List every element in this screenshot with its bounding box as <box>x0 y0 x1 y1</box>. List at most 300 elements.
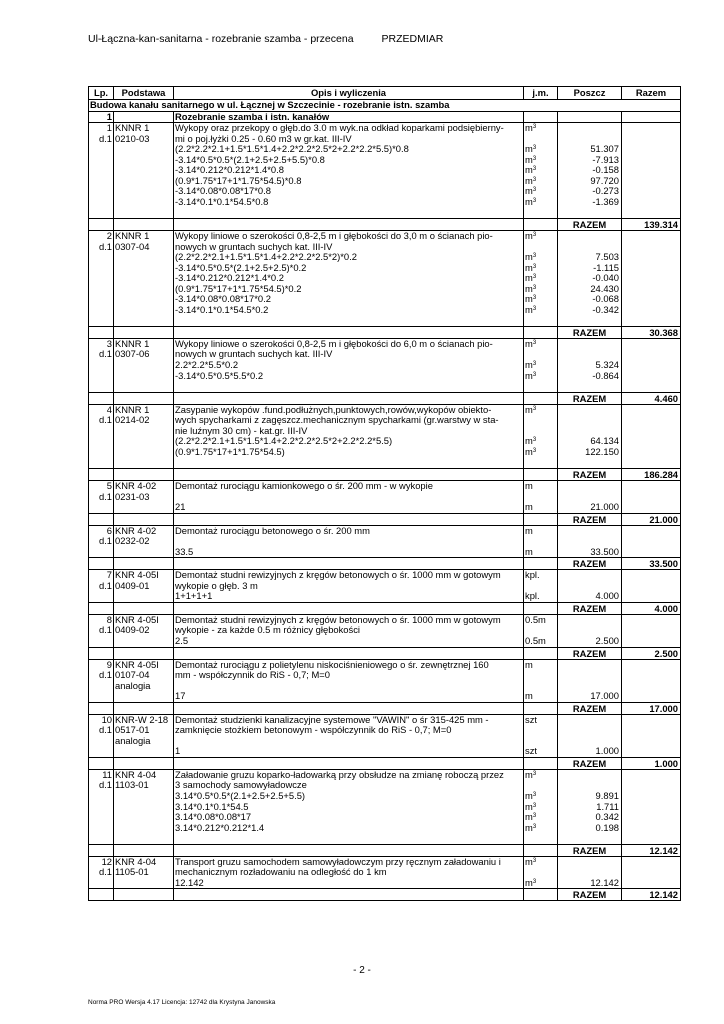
calc-unit: 0.5m <box>525 634 546 646</box>
item-unit <box>524 659 558 702</box>
calc-value: 5.324 <box>595 359 619 371</box>
item-unit <box>524 123 558 219</box>
table-row <box>89 659 681 702</box>
calc-expression: -3.14*0.212*0.212*1.4*0.2 <box>175 272 284 284</box>
description-line: nowych w gruntach suchych kat. III-IV <box>175 348 333 360</box>
calc-value: -1.369 <box>592 195 619 207</box>
subsection-row <box>89 111 681 123</box>
razem-row <box>89 702 681 714</box>
item-lp <box>89 856 114 889</box>
calc-value: 97.720 <box>590 174 619 186</box>
item-podstawa-line: KNR-W 2-18 <box>115 714 169 725</box>
unit-main: m <box>525 525 533 536</box>
razem-value: 33.500 <box>622 558 681 570</box>
col-header-jm: j.m. <box>524 87 558 100</box>
item-lp <box>89 659 114 702</box>
calc-value: 122.150 <box>585 445 619 457</box>
value-spacer <box>559 415 619 426</box>
unit-main: 0.5m <box>525 614 546 625</box>
item-podstawa <box>114 570 174 603</box>
item-lp <box>89 614 114 647</box>
item-lp <box>89 570 114 603</box>
unit-spacer <box>525 315 556 326</box>
item-podstawa-line: analogia <box>115 679 151 691</box>
item-podstawa <box>114 525 174 558</box>
unit-main: $m^3$ <box>525 230 537 242</box>
item-podstawa-line: 0210-03 <box>115 132 150 144</box>
item-podstawa-line: 1105-01 <box>115 866 149 878</box>
item-values <box>558 856 622 889</box>
subsection-number: 1 <box>89 111 114 123</box>
calc-unit: m <box>525 690 533 702</box>
razem-value: 1.000 <box>622 757 681 769</box>
col-header-poszcz: Poszcz <box>558 87 622 100</box>
item-lp <box>89 480 114 513</box>
calc-unit: $m^3$ <box>525 303 537 315</box>
item-podstawa-line: KNNR 1 <box>115 404 150 415</box>
razem-value: 4.000 <box>622 602 681 614</box>
description-line: Demontaż studni rewizyjnych z kręgów betonowych o śr. 1000 mm w gotowym <box>175 569 501 581</box>
razem-value: 17.000 <box>622 702 681 714</box>
item-podstawa-line: KNNR 1 <box>115 230 150 242</box>
razem-row <box>89 844 681 856</box>
item-values <box>558 614 622 647</box>
item-description <box>174 614 524 647</box>
item-values <box>558 525 622 558</box>
calc-value: 12.142 <box>590 876 619 888</box>
calc-expression: 1 <box>175 745 181 757</box>
description-line: Demontaż rurociągu kamionkowego o śr. 200 mm - w wykopie <box>175 480 433 491</box>
description-line: wykopie o głęb. 3 m <box>175 579 258 591</box>
document-subtitle: PRZEDMIAR <box>381 33 444 45</box>
description-line: 3 samochody samowyładowcze <box>175 779 307 791</box>
description-spacer <box>175 536 522 547</box>
description-spacer <box>175 681 522 692</box>
item-description <box>174 480 524 513</box>
razem-label: RAZEM <box>558 647 622 659</box>
item-unit <box>524 231 558 327</box>
calc-value: -7.913 <box>592 153 619 165</box>
calc-expression: -3.14*0.5*0.5*(2.1+2.5+2.5+5.5)*0.8 <box>175 153 325 165</box>
calc-unit: $m^3$ <box>525 261 537 273</box>
calc-value: 0.342 <box>595 811 619 823</box>
calc-expression: -3.14*0.5*0.5*5.5*0.2 <box>175 369 264 381</box>
calc-expression: 3.14*0.1*0.1*54.5 <box>175 800 249 812</box>
table-row <box>89 769 681 844</box>
item-lp <box>89 338 114 392</box>
item-podstawa-line: 1103-01 <box>115 779 149 791</box>
calc-expression: 1+1+1+1 <box>175 590 213 602</box>
value-spacer <box>559 670 619 681</box>
item-podstawa <box>114 714 174 757</box>
razem-row <box>89 326 681 338</box>
item-description <box>174 856 524 889</box>
item-description <box>174 231 524 327</box>
col-header-lp: Lp. <box>89 87 114 100</box>
calc-unit: $m^3$ <box>525 195 537 207</box>
description-spacer <box>175 833 522 844</box>
section-title: Budowa kanału sanitarnego w ul. Łącznej w Szczecinie - rozebranie istn. szamba <box>89 100 681 112</box>
table-row <box>89 231 681 327</box>
calc-expression: 17 <box>175 690 186 702</box>
item-podstawa-line: KNNR 1 <box>115 338 150 349</box>
item-lp-line: d.1 <box>98 779 112 791</box>
item-lp <box>89 123 114 219</box>
calc-unit: $m^3$ <box>525 821 537 833</box>
item-values <box>558 570 622 603</box>
calc-expression: 2.2*2.2*5.5*0.2 <box>175 359 239 371</box>
razem-label: RAZEM <box>558 757 622 769</box>
razem-row <box>89 889 681 901</box>
section-title-row <box>89 100 681 112</box>
calc-unit: m <box>525 545 533 557</box>
item-lp-line: d.1 <box>98 624 112 636</box>
description-line: Transport gruzu samochodem samowyładowczym przy ręcznym załadowaniu i <box>175 856 501 867</box>
razem-row <box>89 558 681 570</box>
value-spacer <box>559 123 619 134</box>
razem-label: RAZEM <box>558 602 622 614</box>
description-spacer <box>175 492 522 503</box>
razem-label: RAZEM <box>558 702 622 714</box>
item-podstawa-line: 0409-02 <box>115 624 150 636</box>
description-line: nowych w gruntach suchych kat. III-IV <box>175 240 333 252</box>
calc-unit: $m^3$ <box>525 153 537 165</box>
license-footer: Norma PRO Wersja 4.17 Licencja: 12742 dla Krystyna Janowska <box>88 999 276 1006</box>
calc-expression: -3.14*0.08*0.08*17*0.2 <box>175 293 271 305</box>
razem-row <box>89 602 681 614</box>
item-lp-line: d.1 <box>98 348 112 360</box>
item-lp <box>89 525 114 558</box>
calc-expression: 3.14*0.212*0.212*1.4 <box>175 821 265 833</box>
calc-expression: (0.9*1.75*17+1*1.75*54.5)*0.2 <box>175 282 302 294</box>
razem-value: 12.142 <box>622 889 681 901</box>
razem-label: RAZEM <box>558 513 622 525</box>
calc-unit: $m^3$ <box>525 435 537 447</box>
razem-row <box>89 757 681 769</box>
item-lp-line: d.1 <box>98 669 112 681</box>
item-values <box>558 338 622 392</box>
calc-unit: $m^3$ <box>525 164 537 176</box>
item-values <box>558 231 622 327</box>
item-lp-line: 4 <box>106 404 112 415</box>
value-spacer <box>559 660 619 671</box>
calc-value: -0.068 <box>592 293 619 305</box>
item-lp-line: d.1 <box>98 240 112 252</box>
unit-main: $m^3$ <box>525 769 537 780</box>
col-header-podstawa: Podstawa <box>114 87 174 100</box>
calc-value: 1.000 <box>595 745 619 757</box>
value-spacer <box>559 381 619 392</box>
item-values <box>558 659 622 702</box>
item-values <box>558 714 622 757</box>
item-lp-line: 8 <box>106 614 112 625</box>
przedmiar-table <box>88 86 681 901</box>
razem-row <box>89 468 681 480</box>
unit-spacer <box>525 207 556 218</box>
item-lp-line: d.1 <box>98 579 112 591</box>
calc-value: 33.500 <box>590 545 619 557</box>
unit-main: $m^3$ <box>525 404 537 415</box>
calc-unit: $m^3$ <box>525 143 537 155</box>
item-lp <box>89 769 114 844</box>
subsection-label: Rozebranie szamba i istn. kanałów <box>174 111 524 123</box>
razem-value: 2.500 <box>622 647 681 659</box>
value-spacer <box>559 833 619 844</box>
item-podstawa-line: 0307-06 <box>115 348 150 360</box>
description-spacer <box>175 381 522 392</box>
item-values <box>558 404 622 468</box>
value-spacer <box>559 615 619 626</box>
description-line: Demontaż rurociągu z polietylenu niskociśnieniowego o śr. zewnętrznej 160 <box>175 659 489 670</box>
razem-value: 21.000 <box>622 513 681 525</box>
calc-value: 51.307 <box>590 143 619 155</box>
description-line: zamknięcie stożkiem betonowym - współczynnik do RiS - 0,7; M=0 <box>175 724 452 736</box>
razem-row <box>89 513 681 525</box>
razem-row <box>89 392 681 404</box>
razem-value: 4.460 <box>622 392 681 404</box>
calc-value: -0.342 <box>592 303 619 315</box>
calc-expression: 12.142 <box>175 876 204 888</box>
razem-label: RAZEM <box>558 558 622 570</box>
calc-expression: 2.5 <box>175 634 189 646</box>
razem-value: 30.368 <box>622 326 681 338</box>
item-unit <box>524 856 558 889</box>
value-spacer <box>559 339 619 350</box>
description-line: mm - współczynnik do RiS - 0,7; M=0 <box>175 669 330 681</box>
razem-value: 186.284 <box>622 468 681 480</box>
value-spacer <box>559 570 619 581</box>
value-spacer <box>559 315 619 326</box>
item-unit <box>524 714 558 757</box>
calc-value: 1.711 <box>596 800 619 812</box>
item-description <box>174 714 524 757</box>
item-podstawa-line: 0517-01 <box>115 724 150 736</box>
item-description <box>174 404 524 468</box>
description-spacer <box>175 736 522 747</box>
calc-expression: -3.14*0.1*0.1*54.5*0.2 <box>175 303 269 315</box>
calc-unit: $m^3$ <box>525 445 537 457</box>
calc-expression: (0.9*1.75*17+1*1.75*54.5)*0.8 <box>175 174 302 186</box>
calc-unit: $m^3$ <box>525 293 537 305</box>
calc-expression: (2.2*2.2*2.1+1.5*1.5*1.4+2.2*2.2*2.5*2+2.2*2.2*5.5) <box>175 435 393 447</box>
item-lp-line: d.1 <box>98 132 112 144</box>
calc-value: 2.500 <box>595 634 619 646</box>
calc-expression: 3.14*0.5*0.5*(2.1+2.5+2.5+5.5) <box>175 789 306 801</box>
item-podstawa <box>114 659 174 702</box>
unit-spacer <box>525 415 556 426</box>
razem-row <box>89 647 681 659</box>
calc-unit: $m^3$ <box>525 800 537 812</box>
calc-expression: (2.2*2.2*2.1+1.5*1.5*1.4+2.2*2.2*2.5*2+2.2*2.2*5.5)*0.8 <box>175 143 409 155</box>
item-podstawa <box>114 123 174 219</box>
table-row <box>89 480 681 513</box>
description-line: nie luźnym 30 cm) - kat.gr. III-IV <box>175 424 308 436</box>
item-podstawa <box>114 769 174 844</box>
item-lp-line: 9 <box>106 659 112 670</box>
calc-unit: $m^3$ <box>525 359 537 371</box>
table-row <box>89 338 681 392</box>
item-unit <box>524 404 558 468</box>
item-podstawa-line: KNR 4-05I <box>115 569 159 581</box>
calc-value: -0.273 <box>592 185 619 197</box>
item-podstawa-line: KNR 4-04 <box>115 769 157 780</box>
razem-row <box>89 219 681 231</box>
calc-value: -1.115 <box>593 261 619 273</box>
calc-unit: kpl. <box>525 590 540 602</box>
calc-expression: 21 <box>175 501 186 513</box>
item-unit <box>524 338 558 392</box>
item-podstawa-line: KNR 4-05I <box>115 614 159 625</box>
table-row <box>89 614 681 647</box>
item-podstawa-line: 0307-04 <box>115 240 150 252</box>
description-line: wykopie - za każde 0.5 m różnicy głębokości <box>175 624 360 636</box>
table-row <box>89 404 681 468</box>
calc-expression: -3.14*0.1*0.1*54.5*0.8 <box>175 195 269 207</box>
unit-spacer <box>525 457 556 468</box>
unit-main: $m^3$ <box>525 122 537 134</box>
value-spacer <box>559 481 619 492</box>
item-values <box>558 769 622 844</box>
value-spacer <box>559 207 619 218</box>
item-podstawa <box>114 338 174 392</box>
calc-value: 17.000 <box>590 690 619 702</box>
description-line: Zasypanie wykopów .fund.podłużnych,punktowych,rowów,wykopów obiekto- <box>175 404 492 415</box>
calc-value: 9.891 <box>595 789 619 801</box>
description-line: mechanicznym rozładowaniu na odległość do 1 km <box>175 866 387 878</box>
item-lp <box>89 404 114 468</box>
item-description <box>174 659 524 702</box>
calc-value: 7.503 <box>595 251 619 263</box>
item-podstawa <box>114 614 174 647</box>
item-podstawa-line: KNR 4-04 <box>115 856 157 867</box>
unit-spacer <box>525 381 556 392</box>
item-lp-line: d.1 <box>98 490 112 502</box>
item-description <box>174 525 524 558</box>
item-lp-line: 11 <box>102 769 112 780</box>
calc-expression: (2.2*2.2*2.1+1.5*1.5*1.4+2.2*2.2*2.5*2)*0.2 <box>175 251 357 263</box>
description-line: mi o poj.łyżki 0.25 - 0.60 m3 w gr.kat. III-IV <box>175 132 352 144</box>
item-podstawa-line: KNR 4-05I <box>115 659 159 670</box>
calc-value: -0.040 <box>592 272 619 284</box>
description-line: Wykopy liniowe o szerokości 0,8-2,5 m i głębokości do 6,0 m o ścianach pio- <box>175 338 493 349</box>
table-row <box>89 570 681 603</box>
calc-expression: 3.14*0.08*0.08*17 <box>175 811 252 823</box>
col-header-razem: Razem <box>622 87 681 100</box>
table-header-row <box>89 87 681 100</box>
document-title: Ul-Łączna-kan-sanitarna - rozebranie szamba - przecena <box>88 33 354 45</box>
calc-value: 21.000 <box>590 501 619 513</box>
calc-unit: $m^3$ <box>525 174 537 186</box>
item-podstawa <box>114 231 174 327</box>
item-unit <box>524 614 558 647</box>
item-description <box>174 570 524 603</box>
value-spacer <box>559 770 619 781</box>
subsection-empty <box>114 111 174 123</box>
description-spacer <box>175 315 522 326</box>
item-podstawa-line: analogia <box>115 734 151 746</box>
item-lp <box>89 714 114 757</box>
razem-label: RAZEM <box>558 219 622 231</box>
item-description <box>174 769 524 844</box>
calc-value: -0.158 <box>592 164 619 176</box>
unit-spacer <box>525 833 556 844</box>
value-spacer <box>559 457 619 468</box>
item-lp-line: 10 <box>101 714 112 725</box>
calc-expression: 33.5 <box>175 545 194 557</box>
unit-main: $m^3$ <box>525 338 537 349</box>
item-values <box>558 123 622 219</box>
calc-unit: m <box>525 501 533 513</box>
value-spacer <box>559 526 619 537</box>
value-spacer <box>559 405 619 416</box>
item-lp-line: 6 <box>106 525 112 536</box>
table-row <box>89 714 681 757</box>
item-lp <box>89 231 114 327</box>
item-lp-line: 3 <box>106 338 112 349</box>
item-podstawa-line: 0107-04 <box>115 669 150 681</box>
calc-unit: $m^3$ <box>525 789 537 801</box>
table-row <box>89 525 681 558</box>
calc-expression: -3.14*0.08*0.08*17*0.8 <box>175 185 271 197</box>
unit-main: szt <box>525 714 537 725</box>
calc-unit: $m^3$ <box>525 282 537 294</box>
value-spacer <box>559 715 619 726</box>
item-podstawa-line: KNR 4-02 <box>115 525 157 536</box>
value-spacer <box>559 231 619 242</box>
razem-label: RAZEM <box>558 326 622 338</box>
description-line: Demontaż studni rewizyjnych z kręgów betonowych o śr. 1000 mm w gotowym <box>175 614 501 625</box>
unit-main: m <box>525 659 533 670</box>
description-spacer <box>175 207 522 218</box>
calc-value: 4.000 <box>595 590 619 602</box>
col-header-opis: Opis i wyliczenia <box>174 87 524 100</box>
calc-expression: -3.14*0.5*0.5*(2.1+2.5+2.5)*0.2 <box>175 261 307 273</box>
item-description <box>174 338 524 392</box>
calc-unit: $m^3$ <box>525 272 537 284</box>
calc-expression: -3.14*0.212*0.212*1.4*0.8 <box>175 164 284 176</box>
item-podstawa-line: 0409-01 <box>115 579 150 591</box>
page-number: - 2 - <box>353 965 371 976</box>
item-description <box>174 123 524 219</box>
description-spacer <box>175 457 522 468</box>
item-lp-line: d.1 <box>98 724 112 736</box>
razem-value: 12.142 <box>622 844 681 856</box>
item-unit <box>524 769 558 844</box>
description-line: Demontaż rurociągu betonowego o śr. 200 mm <box>175 525 370 536</box>
unit-main: kpl. <box>525 569 540 581</box>
razem-label: RAZEM <box>558 468 622 480</box>
calc-value: 64.134 <box>590 435 619 447</box>
item-podstawa-line: KNNR 1 <box>115 122 150 134</box>
item-podstawa <box>114 480 174 513</box>
razem-label: RAZEM <box>558 844 622 856</box>
description-line: Demontaż studzienki kanalizacyjne systemowe "VAWIN" o śr 315-425 mm - <box>175 714 489 725</box>
table-row <box>89 856 681 889</box>
item-unit <box>524 525 558 558</box>
value-spacer <box>559 725 619 736</box>
calc-unit: $m^3$ <box>525 251 537 263</box>
item-unit <box>524 570 558 603</box>
value-spacer <box>559 857 619 868</box>
calc-unit: $m^3$ <box>525 369 537 381</box>
item-podstawa <box>114 856 174 889</box>
razem-label: RAZEM <box>558 392 622 404</box>
calc-unit: $m^3$ <box>525 811 537 823</box>
razem-label: RAZEM <box>558 889 622 901</box>
item-lp-line: 2 <box>106 230 112 242</box>
unit-main: m <box>525 480 533 491</box>
item-podstawa-line: 0232-02 <box>115 535 150 547</box>
